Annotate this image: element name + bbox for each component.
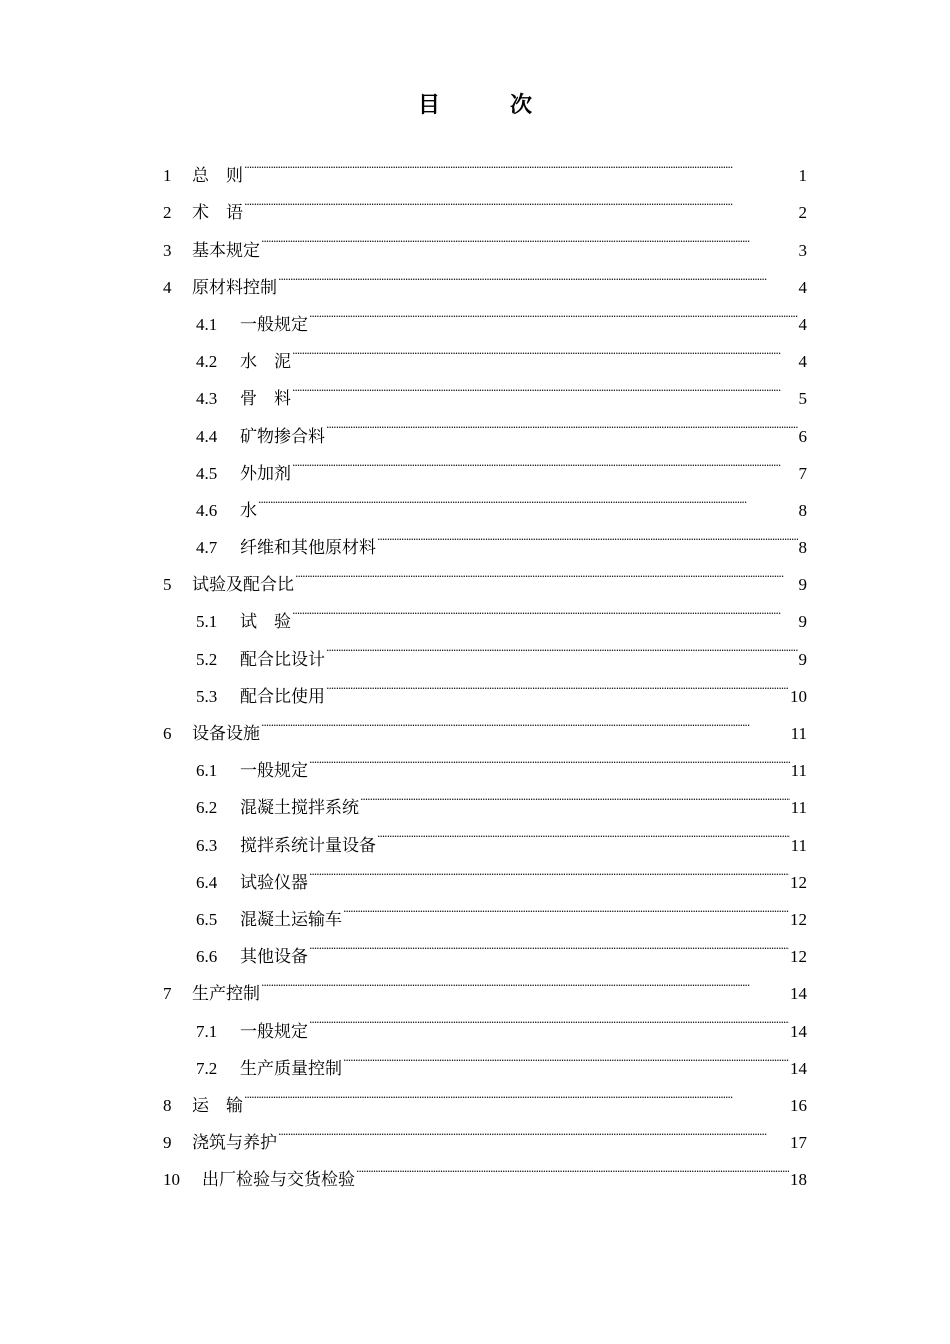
toc-entry-label: 试验及配合比 [192,575,294,596]
toc-entry-page-number: 4 [798,314,807,334]
toc-entry-label: 出厂检验与交货检验 [202,1170,355,1191]
toc-entry-number: 5.3 [196,686,218,706]
toc-dot-leader [278,1111,789,1148]
toc-entry-label: 混凝土运输车 [240,909,342,930]
toc-entry-label: 矿物掺合料 [240,426,325,447]
toc-entry-number: 6.5 [196,909,218,929]
toc-entry-page-number: 11 [790,724,807,743]
toc-entry-label: 一般规定 [240,1021,308,1042]
toc-entry-label: 浇筑与养护 [192,1133,277,1154]
toc-entry-page-number: 8 [798,538,807,558]
toc-entry-label: 配合比设计 [240,649,325,670]
toc-entry-number: 10 [163,1170,180,1190]
toc-entry-label: 生产质量控制 [240,1058,342,1079]
toc-entry-number: 6.6 [196,947,218,967]
toc-entry-number: 4.1 [196,314,218,334]
toc-entry-number: 4.4 [196,426,218,446]
toc-dot-leader [309,851,789,888]
toc-entry-number: 4.5 [196,463,218,483]
toc-dot-leader [343,1037,789,1074]
toc-entry-page-number: 3 [798,240,807,260]
toc-subsection-entry[interactable] [163,479,807,521]
toc-entry-number: 4.7 [196,538,218,558]
toc-entry-page-number: 12 [790,947,807,967]
toc-section-entry[interactable] [163,181,807,224]
toc-entry-number: 6.1 [196,761,218,781]
toc-entry-page-number: 1 [798,166,807,186]
toc-dot-leader [292,442,798,479]
toc-entry-label: 搅拌系统计量设备 [240,835,376,856]
toc-entry-page-number: 10 [790,686,807,706]
toc-entry-page-number: 16 [790,1095,807,1115]
toc-dot-leader [261,962,789,999]
toc-entry-label: 配合比使用 [240,686,325,707]
toc-dot-leader [244,144,798,181]
toc-dot-leader [292,367,798,404]
toc-dot-leader [244,181,798,218]
toc-entry-number: 5.2 [196,649,218,669]
toc-entry-label: 总 则 [192,166,243,187]
page-title: 目 次 [417,92,556,118]
toc-entry-page-number: 9 [798,575,807,595]
toc-section-entry[interactable] [163,1074,807,1116]
toc-entry-page-number: 8 [798,500,807,520]
toc-entry-number: 9 [163,1133,172,1153]
toc-entry-page-number: 12 [790,872,807,892]
toc-subsection-entry[interactable] [163,516,807,559]
toc-entry-label: 运 输 [192,1095,243,1116]
toc-dot-leader [244,1074,789,1111]
toc-entry-label: 其他设备 [240,947,308,968]
toc-entry-page-number: 4 [798,277,807,297]
toc-dot-leader [309,293,798,330]
toc-entry-page-number: 14 [790,1058,807,1078]
toc-entry-label: 一般规定 [240,314,308,335]
toc-entry-label: 基本规定 [192,240,260,261]
toc-dot-leader [261,218,798,255]
toc-dot-leader [309,925,789,962]
toc-dot-leader [356,1148,789,1185]
toc-dot-leader [292,330,798,367]
toc-section-entry[interactable] [163,1111,807,1154]
toc-entry-number: 4.3 [196,389,218,409]
toc-entry-number: 7.1 [196,1021,218,1041]
toc-entry-label: 混凝土搅拌系统 [240,798,359,819]
toc-entry-number: 6.3 [196,835,218,855]
toc-entry-page-number: 11 [790,835,807,855]
toc-dot-leader [261,702,790,739]
toc-entry-number: 1 [163,166,172,186]
toc-entry-page-number: 14 [790,1021,807,1041]
toc-entry-label: 水 泥 [240,352,291,373]
toc-entry-number: 7.2 [196,1058,218,1078]
toc-entry-page-number: 11 [790,761,807,781]
toc-dot-leader [295,553,798,590]
toc-entry-page-number: 11 [790,798,807,818]
toc-entry-page-number: 7 [798,463,807,483]
toc-entry-number: 6.2 [196,798,218,818]
toc-section-entry[interactable] [163,144,807,187]
toc-entry-page-number: 9 [798,612,807,632]
toc-entry-label: 试验仪器 [240,872,308,893]
toc-dot-leader [326,627,798,664]
toc-entry-label: 生产控制 [192,984,260,1005]
toc-entry-number: 6 [163,724,172,743]
toc-entry-label: 水 [240,500,257,521]
toc-entry-number: 7 [163,984,172,1004]
toc-entry-label: 纤维和其他原材料 [240,538,376,559]
toc-entry-label: 外加剂 [240,463,291,484]
toc-entry-label: 试 验 [240,612,291,633]
toc-entry-page-number: 6 [798,426,807,446]
toc-entry-number: 5.1 [196,612,218,632]
toc-entry-number: 6.4 [196,872,218,892]
toc-entry-page-number: 17 [790,1133,807,1153]
toc-entry-number: 4 [163,277,172,297]
toc-entry-label: 一般规定 [240,761,308,782]
toc-dot-leader [377,516,798,553]
toc-entry-label: 术 语 [192,203,243,224]
toc-entry-number: 5 [163,575,172,595]
toc-entry-number: 3 [163,240,172,260]
toc-dot-leader [292,590,798,627]
toc-section-entry[interactable] [163,218,807,261]
toc-entry-label: 原材料控制 [192,277,277,298]
toc-dot-leader [360,776,790,813]
toc-entry-page-number: 2 [798,203,807,223]
toc-dot-leader [377,813,790,850]
toc-entry-page-number: 18 [790,1170,807,1190]
toc-entry-number: 4.2 [196,352,218,372]
toc-entry-number: 8 [163,1095,172,1115]
toc-entry-page-number: 14 [790,984,807,1004]
toc-entry-number: 2 [163,203,172,223]
toc-dot-leader [326,665,789,702]
toc-dot-leader [326,404,798,441]
toc-dot-leader [309,739,790,776]
toc-entry-page-number: 4 [798,352,807,372]
table-of-contents [163,144,807,1191]
toc-entry-page-number: 12 [790,909,807,929]
toc-entry-page-number: 5 [798,389,807,409]
toc-dot-leader [278,256,798,293]
toc-dot-leader [309,999,789,1036]
toc-entry-label: 设备设施 [192,724,260,744]
toc-dot-leader [258,479,798,516]
toc-entry-label: 骨 料 [240,389,291,410]
toc-dot-leader [343,888,789,925]
toc-entry-page-number: 9 [798,649,807,669]
toc-entry-number: 4.6 [196,500,218,520]
